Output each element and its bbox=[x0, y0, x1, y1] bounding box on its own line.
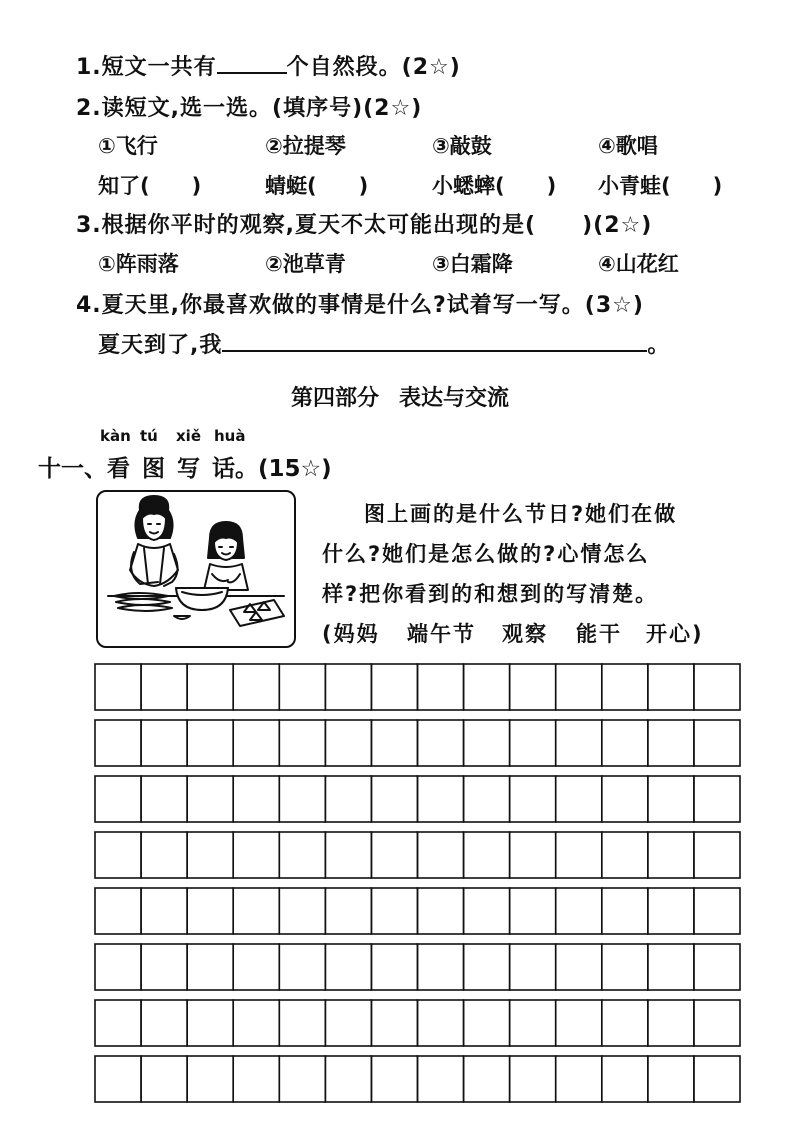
grid-cell[interactable] bbox=[556, 888, 602, 934]
grid-row[interactable] bbox=[95, 1000, 740, 1046]
grid-cell[interactable] bbox=[418, 776, 464, 822]
task-char: 写 bbox=[177, 456, 200, 482]
grid-cell[interactable] bbox=[694, 888, 740, 934]
question-4-answer-end: 。 bbox=[647, 333, 671, 358]
grid-cell[interactable] bbox=[141, 776, 187, 822]
grid-cell[interactable] bbox=[325, 720, 371, 766]
grid-cell[interactable] bbox=[187, 664, 233, 710]
grid-cell[interactable] bbox=[648, 832, 694, 878]
grid-cell[interactable] bbox=[187, 888, 233, 934]
grid-cell[interactable] bbox=[694, 720, 740, 766]
grid-cell[interactable] bbox=[556, 944, 602, 990]
grid-cell[interactable] bbox=[95, 1000, 141, 1046]
grid-cell[interactable] bbox=[464, 720, 510, 766]
section-part: 第四部分 bbox=[290, 386, 379, 411]
task-keyword: 能干 bbox=[576, 622, 622, 646]
grid-row[interactable] bbox=[95, 720, 740, 766]
grid-cell[interactable] bbox=[556, 720, 602, 766]
grid-cell[interactable] bbox=[233, 944, 279, 990]
grid-cell[interactable] bbox=[464, 1000, 510, 1046]
grid-cell[interactable] bbox=[187, 776, 233, 822]
task-char: 看 bbox=[107, 456, 130, 482]
question-2-target[interactable]: 小蟋蟀( ) bbox=[432, 174, 557, 198]
grid-cell[interactable] bbox=[279, 944, 325, 990]
grid-cell[interactable] bbox=[371, 1056, 417, 1102]
grid-cell[interactable] bbox=[464, 664, 510, 710]
task-keyword: (妈妈 bbox=[322, 622, 380, 646]
grid-cell[interactable] bbox=[648, 720, 694, 766]
task-char: 话 bbox=[212, 456, 235, 482]
question-3-stem[interactable]: 3.根据你平时的观察,夏天不太可能出现的是( )(2☆) bbox=[76, 213, 653, 238]
grid-cell[interactable] bbox=[371, 664, 417, 710]
question-1-text-before: 1.短文一共有 bbox=[76, 55, 217, 80]
grid-cell[interactable] bbox=[371, 776, 417, 822]
grid-cell[interactable] bbox=[187, 1000, 233, 1046]
grid-cell[interactable] bbox=[464, 1056, 510, 1102]
task-number: 十一、 bbox=[38, 456, 107, 482]
grid-row[interactable] bbox=[95, 1056, 740, 1102]
question-2-option: ④歌唱 bbox=[598, 134, 658, 158]
grid-cell[interactable] bbox=[95, 944, 141, 990]
grid-cell[interactable] bbox=[602, 888, 648, 934]
question-2-option: ②拉提琴 bbox=[265, 134, 346, 158]
grid-cell[interactable] bbox=[510, 1056, 556, 1102]
grid-cell[interactable] bbox=[233, 1056, 279, 1102]
grid-cell[interactable] bbox=[141, 944, 187, 990]
question-4-stem: 4.夏天里,你最喜欢做的事情是什么?试着写一写。(3☆) bbox=[76, 293, 644, 318]
question-4-answer-lead: 夏天到了,我 bbox=[98, 333, 223, 358]
grid-cell[interactable] bbox=[556, 1000, 602, 1046]
grid-cell[interactable] bbox=[371, 1000, 417, 1046]
grid-cell[interactable] bbox=[141, 1056, 187, 1102]
grid-cell[interactable] bbox=[233, 720, 279, 766]
grid-cell[interactable] bbox=[648, 888, 694, 934]
grid-cell[interactable] bbox=[510, 1000, 556, 1046]
grid-cell[interactable] bbox=[279, 664, 325, 710]
grid-cell[interactable] bbox=[233, 776, 279, 822]
grid-cell[interactable] bbox=[694, 1056, 740, 1102]
question-3-option: ①阵雨落 bbox=[98, 252, 179, 276]
grid-cell[interactable] bbox=[648, 1056, 694, 1102]
grid-cell[interactable] bbox=[602, 1000, 648, 1046]
grid-cell[interactable] bbox=[279, 832, 325, 878]
grid-cell[interactable] bbox=[694, 832, 740, 878]
grid-cell[interactable] bbox=[325, 1056, 371, 1102]
grid-row[interactable] bbox=[95, 888, 740, 934]
grid-cell[interactable] bbox=[187, 1056, 233, 1102]
grid-cell[interactable] bbox=[371, 944, 417, 990]
question-1-text-after: 个自然段。(2☆) bbox=[286, 55, 461, 80]
grid-cell[interactable] bbox=[371, 832, 417, 878]
task-keyword: 观察 bbox=[502, 622, 548, 646]
task-prompt-line: 什么?她们是怎么做的?心情怎么 bbox=[322, 542, 650, 566]
grid-cell[interactable] bbox=[95, 664, 141, 710]
task-prompt-line: 图上画的是什么节日?她们在做 bbox=[364, 502, 678, 526]
grid-row[interactable] bbox=[95, 944, 740, 990]
grid-cell[interactable] bbox=[325, 1000, 371, 1046]
grid-cell[interactable] bbox=[556, 1056, 602, 1102]
grid-cell[interactable] bbox=[694, 1000, 740, 1046]
grid-cell[interactable] bbox=[95, 776, 141, 822]
question-2-target[interactable]: 知了( ) bbox=[98, 174, 202, 198]
grid-cell[interactable] bbox=[510, 664, 556, 710]
grid-cell[interactable] bbox=[187, 832, 233, 878]
question-2-stem: 2.读短文,选一选。(填序号)(2☆) bbox=[76, 96, 423, 121]
grid-cell[interactable] bbox=[464, 944, 510, 990]
grid-cell[interactable] bbox=[95, 832, 141, 878]
grid-cell[interactable] bbox=[279, 1000, 325, 1046]
grid-cell[interactable] bbox=[464, 776, 510, 822]
grid-cell[interactable] bbox=[648, 1000, 694, 1046]
grid-cell[interactable] bbox=[418, 1000, 464, 1046]
grid-cell[interactable] bbox=[279, 1056, 325, 1102]
grid-cell[interactable] bbox=[279, 888, 325, 934]
grid-row[interactable] bbox=[95, 664, 740, 710]
grid-cell[interactable] bbox=[464, 888, 510, 934]
grid-cell[interactable] bbox=[371, 888, 417, 934]
grid-row[interactable] bbox=[95, 832, 740, 878]
grid-cell[interactable] bbox=[510, 944, 556, 990]
question-2-target[interactable]: 蜻蜓( ) bbox=[265, 174, 369, 198]
grid-cell[interactable] bbox=[325, 664, 371, 710]
task-prompt-line: 样?把你看到的和想到的写清楚。 bbox=[322, 582, 659, 606]
question-2-option: ①飞行 bbox=[98, 134, 158, 158]
grid-cell[interactable] bbox=[648, 664, 694, 710]
grid-cell[interactable] bbox=[325, 776, 371, 822]
grid-cell[interactable] bbox=[694, 776, 740, 822]
grid-cell[interactable] bbox=[233, 832, 279, 878]
question-3-option: ④山花红 bbox=[598, 252, 679, 276]
grid-cell[interactable] bbox=[602, 832, 648, 878]
grid-cell[interactable] bbox=[95, 1056, 141, 1102]
grid-cell[interactable] bbox=[602, 944, 648, 990]
grid-cell[interactable] bbox=[510, 776, 556, 822]
question-2-target[interactable]: 小青蛙( ) bbox=[598, 174, 723, 198]
grid-cell[interactable] bbox=[141, 832, 187, 878]
grid-cell[interactable] bbox=[233, 664, 279, 710]
grid-cell[interactable] bbox=[279, 720, 325, 766]
grid-cell[interactable] bbox=[648, 776, 694, 822]
grid-cell[interactable] bbox=[325, 832, 371, 878]
grid-cell[interactable] bbox=[418, 944, 464, 990]
grid-cell[interactable] bbox=[418, 664, 464, 710]
grid-cell[interactable] bbox=[95, 888, 141, 934]
section-title: 表达与交流 bbox=[399, 386, 510, 411]
grid-cell[interactable] bbox=[141, 664, 187, 710]
grid-cell[interactable] bbox=[556, 664, 602, 710]
pinyin-kan: kàn bbox=[100, 427, 131, 445]
grid-cell[interactable] bbox=[187, 720, 233, 766]
grid-cell[interactable] bbox=[418, 832, 464, 878]
question-2-option: ③敲鼓 bbox=[432, 134, 492, 158]
grid-cell[interactable] bbox=[464, 832, 510, 878]
task-char: 图 bbox=[142, 456, 165, 482]
grid-cell[interactable] bbox=[141, 888, 187, 934]
grid-cell[interactable] bbox=[602, 664, 648, 710]
question-3-option: ②池草青 bbox=[265, 252, 346, 276]
task-suffix: 。(15☆) bbox=[235, 456, 332, 482]
grid-cell[interactable] bbox=[233, 888, 279, 934]
task-keyword: 端午节 bbox=[407, 622, 476, 646]
grid-cell[interactable] bbox=[556, 776, 602, 822]
grid-cell[interactable] bbox=[694, 664, 740, 710]
grid-cell[interactable] bbox=[325, 944, 371, 990]
grid-cell[interactable] bbox=[602, 776, 648, 822]
question-3-option: ③白霜降 bbox=[432, 252, 513, 276]
grid-cell[interactable] bbox=[279, 776, 325, 822]
grid-cell[interactable] bbox=[141, 720, 187, 766]
grid-row[interactable] bbox=[95, 776, 740, 822]
task-keyword: 开心) bbox=[646, 622, 704, 646]
grid-cell[interactable] bbox=[602, 720, 648, 766]
grid-cell[interactable] bbox=[694, 944, 740, 990]
pinyin-tu: tú bbox=[140, 427, 158, 445]
pinyin-xie: xiě bbox=[176, 427, 201, 445]
grid-cell[interactable] bbox=[418, 720, 464, 766]
grid-cell[interactable] bbox=[510, 720, 556, 766]
grid-cell[interactable] bbox=[602, 1056, 648, 1102]
grid-cell[interactable] bbox=[95, 720, 141, 766]
grid-cell[interactable] bbox=[648, 944, 694, 990]
grid-cell[interactable] bbox=[141, 1000, 187, 1046]
grid-cell[interactable] bbox=[233, 1000, 279, 1046]
grid-cell[interactable] bbox=[371, 720, 417, 766]
grid-cell[interactable] bbox=[325, 888, 371, 934]
pinyin-hua: huà bbox=[214, 427, 246, 445]
grid-cell[interactable] bbox=[510, 888, 556, 934]
grid-cell[interactable] bbox=[510, 832, 556, 878]
grid-cell[interactable] bbox=[418, 1056, 464, 1102]
grid-cell[interactable] bbox=[187, 944, 233, 990]
grid-cell[interactable] bbox=[418, 888, 464, 934]
grid-cell[interactable] bbox=[556, 832, 602, 878]
